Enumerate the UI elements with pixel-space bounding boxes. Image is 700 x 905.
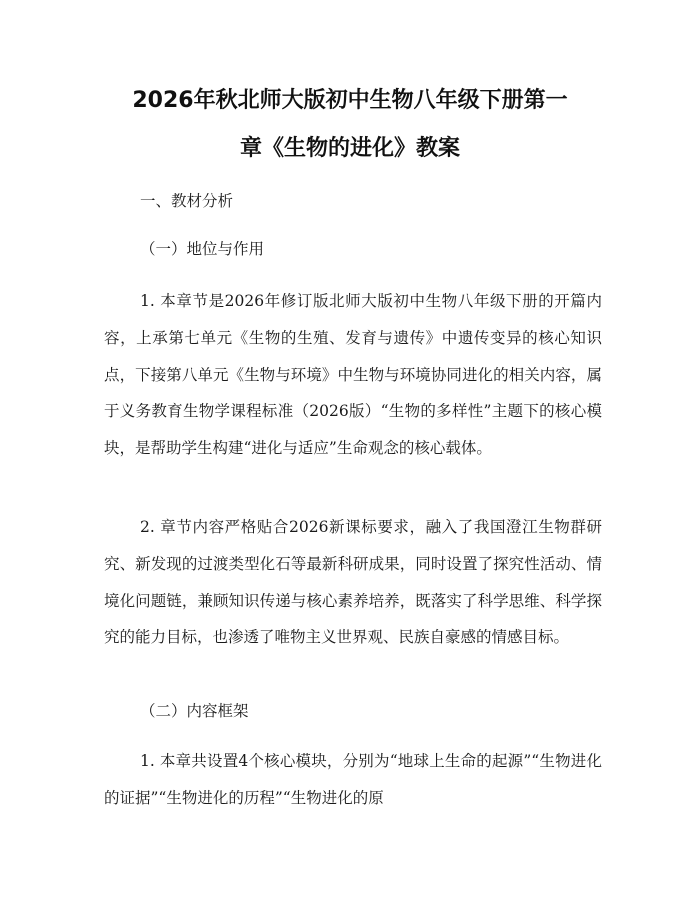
subsection-heading-position-and-role: （一）地位与作用 bbox=[140, 240, 265, 258]
section-heading-teaching-material-analysis: 一、教材分析 bbox=[140, 192, 234, 210]
subsection-heading-content-framework: （二）内容框架 bbox=[140, 702, 249, 720]
paragraph-1: 1. 本章节是2026年修订版北师大版初中生物八年级下册的开篇内容，上承第七单元《生物的生殖、发育与遗传》中遗传变异的核心知识点，下接第八单元《生物与环境》中生物与环境协同进化的相关内容，属于义务教育生物学课程标准（2026版）“生物的多样性”主题下的核心模块，是帮助学生构建“进化与适应”生命观念的核心载体。 bbox=[104, 292, 602, 458]
paragraph-3: 1. 本章共设置4个核心模块，分别为“地球上生命的起源”“生物进化的证据”“生物进化的历程”“生物进化的原 bbox=[104, 752, 602, 807]
paragraph-2: 2. 章节内容严格贴合2026新课标要求，融入了我国澄江生物群研究、新发现的过渡类型化石等最新科研成果，同时设置了探究性活动、情境化问题链，兼顾知识传递与核心素养培养，既落实了科学思维、科学探究的能力目标，也渗透了唯物主义世界观、民族自豪感的情感目标。 bbox=[104, 518, 602, 647]
document-title-line-2: 章《生物的进化》教案 bbox=[239, 136, 460, 161]
document-title-line-1: 2026年秋北师大版初中生物八年级下册第一 bbox=[132, 88, 568, 113]
